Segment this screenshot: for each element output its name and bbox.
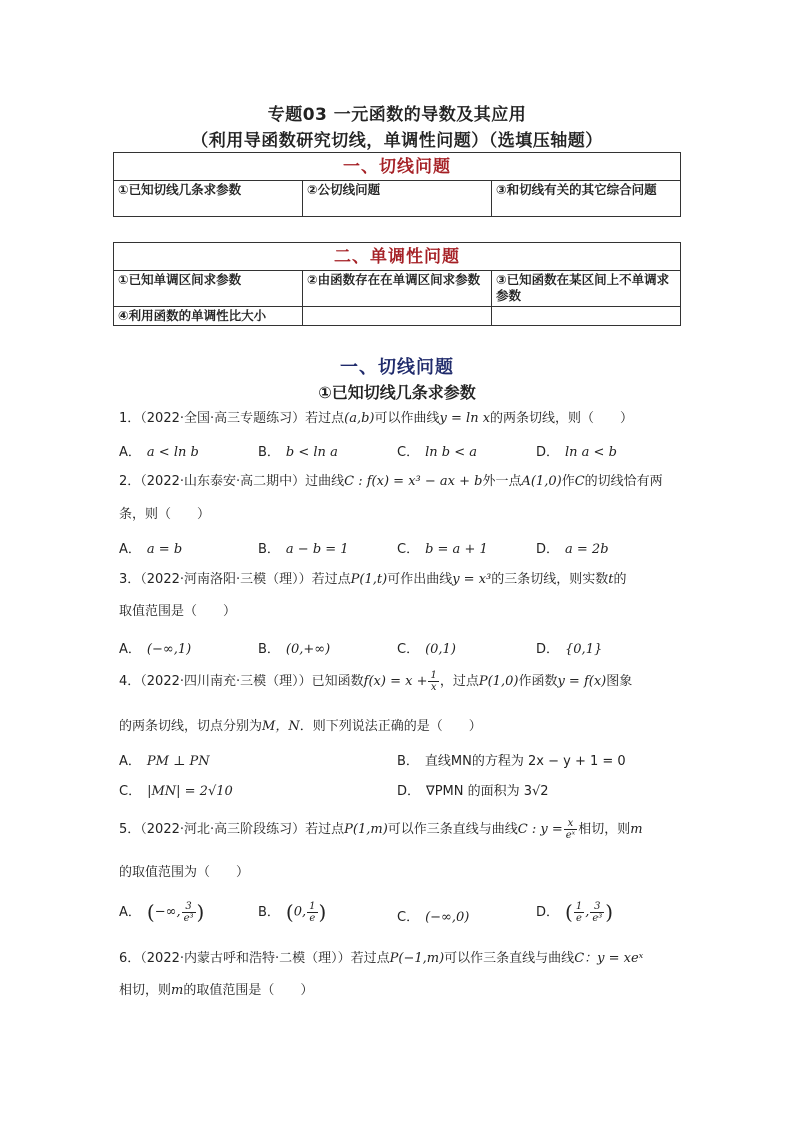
question-4-stem-cont (119, 715, 482, 734)
question-3-stem (119, 568, 627, 587)
question-6-stem (119, 947, 643, 966)
option-a[interactable] (119, 638, 191, 657)
math-expr: P(−1,m) (389, 951, 445, 966)
toc-item: ④利用函数的单调性比大小 (114, 307, 303, 326)
question-2-stem-cont: 条，则（ ） (119, 507, 211, 522)
numerator: 1 (430, 670, 437, 681)
stem-text: 相切，则 (578, 822, 631, 837)
stem-text: 的三条切线，则实数 (491, 572, 609, 587)
denominator: e³ (183, 912, 194, 924)
option-d[interactable] (397, 780, 549, 799)
option-label: D． (536, 904, 560, 920)
stem-text: 的两条切线，切点分别为 (119, 719, 263, 734)
option-b[interactable] (258, 638, 330, 657)
option-label: A． (119, 542, 141, 557)
question-source: （2022·四川南充·三模（理）） (140, 674, 312, 689)
math-expr: (a,b) (344, 411, 375, 426)
left-paren: ( (565, 900, 573, 924)
option-value: (0,+∞) (285, 642, 331, 657)
toc-heading-monotonic: 二、单调性问题 (114, 243, 681, 271)
numerator: 1 (309, 900, 316, 912)
option-label: B． (258, 642, 280, 657)
option-label: C． (397, 445, 420, 460)
question-source: （2022·河南洛阳·三模（理）） (140, 572, 312, 587)
math-expr: y = x³ (452, 572, 492, 587)
fraction (307, 901, 317, 924)
toc-item: ②公切线问题 (303, 181, 492, 217)
option-value: PM ⊥ PN (146, 754, 210, 769)
question-1-stem (119, 407, 633, 426)
option-value: ∇PMN 的面积为 3√2 (426, 784, 549, 799)
toc-item: ②由函数存在在单调区间求参数 (303, 271, 492, 307)
math-expr: C：y = xeˣ (574, 951, 644, 966)
math-expr: m (630, 822, 643, 837)
section-subheading: ①已知切线几条求参数 (318, 383, 476, 402)
stem-text: 若过点 (350, 951, 390, 966)
fraction: $\frac{1}{e}$ (575, 900, 583, 924)
stem-text: 可以作三条直线与曲线 (387, 822, 518, 837)
stem-text: 外一点 (482, 474, 522, 489)
option-label: B． (258, 542, 280, 557)
document-subtitle: （利用导函数研究切线，单调性问题）（选填压轴题） (191, 131, 603, 151)
toc-item: ①已知单调区间求参数 (114, 271, 303, 307)
option-b[interactable] (397, 750, 626, 769)
option-label: C． (397, 642, 420, 657)
question-number: 3． (119, 572, 141, 587)
option-value: {0,1} (565, 642, 603, 657)
toc-table-tangent (113, 152, 681, 217)
denominator: e (309, 912, 316, 924)
math-expr: C : y = (517, 822, 563, 837)
denominator: e³ (592, 912, 603, 924)
denominator: x (430, 682, 437, 693)
stem-text: 若过点 (311, 572, 351, 587)
math-expr: y = ln x (439, 411, 491, 426)
numerator: 3 (182, 901, 196, 913)
fraction (182, 901, 196, 924)
stem-text: 作 (561, 474, 575, 489)
denominator: eˣ (565, 830, 576, 841)
math-expr: P(1,m) (344, 822, 388, 837)
math-expr: m (171, 983, 184, 998)
stem-text: 的两条切线，则（ ） (490, 411, 634, 426)
option-a[interactable] (119, 538, 182, 557)
right-paren: ) (318, 900, 327, 924)
math-expr: M，N (262, 719, 300, 734)
fraction (590, 901, 604, 924)
toc-heading-tangent: 一、切线问题 (114, 153, 681, 181)
question-number: 4． (119, 674, 141, 689)
toc-table-monotonic (113, 242, 681, 326)
stem-text: ，过点 (439, 674, 479, 689)
option-label: A． (119, 445, 141, 460)
toc-item: ③和切线有关的其它综合问题 (492, 181, 681, 217)
option-d[interactable]: D． ( $\frac{1}{e}$ , $\frac{3}{\text{e³}}$ ) (536, 900, 614, 924)
stem-text: 已知函数 (311, 674, 364, 689)
stem-text: 过曲线 (305, 474, 345, 489)
stem-text: 相切，则 (119, 983, 172, 998)
option-d[interactable] (536, 538, 609, 557)
option-c[interactable] (397, 538, 488, 557)
stem-text: 若过点 (305, 411, 345, 426)
option-value: (−∞,1) (146, 642, 192, 657)
question-2-stem (119, 470, 663, 489)
option-a[interactable] (119, 750, 210, 769)
option-c[interactable] (119, 780, 233, 799)
option-value: |MN| = 2√10 (147, 784, 233, 799)
toc-item: ①已知切线几条求参数 (114, 181, 303, 217)
stem-text: 若过点 (305, 822, 345, 837)
option-value: a < ln b (146, 445, 199, 460)
option-value: 直线MN的方程为 2x − y + 1 = 0 (424, 754, 626, 769)
option-value: b = a + 1 (425, 542, 488, 557)
option-label: A． (119, 754, 141, 769)
question-5-stem-cont: 的取值范围为（ ） (119, 865, 250, 880)
question-source: （2022·河北·高三阶段练习） (140, 822, 306, 837)
option-a[interactable] (119, 900, 204, 924)
option-value: b < ln a (285, 445, 338, 460)
option-label: D． (536, 642, 560, 657)
stem-text: 可作出曲线 (387, 572, 453, 587)
numerator: 3 (590, 901, 604, 913)
math-expr: C (574, 474, 585, 489)
option-c[interactable] (397, 638, 456, 657)
option-label: C． (119, 784, 142, 799)
stem-text: 可以作曲线 (374, 411, 440, 426)
math-expr: P(1,t) (350, 572, 388, 587)
option-label: A． (119, 642, 141, 657)
option-label: D． (397, 784, 421, 799)
option-value: (−∞,0) (425, 910, 470, 925)
option-value: (0,1) (425, 642, 456, 657)
option-c[interactable] (397, 441, 477, 460)
option-label: C． (397, 910, 420, 925)
option-value: 0, (293, 904, 307, 920)
option-label: D． (536, 445, 560, 460)
toc-empty-cell (492, 307, 681, 326)
math-expr: A(1,0) (521, 474, 562, 489)
fraction (428, 670, 438, 693)
option-value: a = b (146, 542, 183, 557)
math-expr: y = f(x) (557, 674, 607, 689)
question-number: 2． (119, 474, 141, 489)
toc-item: ③已知函数在某区间上不单调求参数 (492, 271, 681, 307)
stem-text: 图象 (606, 674, 633, 689)
option-label: C． (397, 542, 420, 557)
math-expr: t (608, 572, 614, 587)
stem-text: 的切线恰有两 (584, 474, 663, 489)
question-number: 6． (119, 951, 141, 966)
stem-text: ．则下列说法正确的是（ ） (299, 719, 482, 734)
option-b[interactable] (258, 538, 349, 557)
stem-text: 的 (613, 572, 627, 587)
numerator: x (564, 818, 577, 830)
option-c[interactable] (397, 906, 469, 925)
question-number: 5． (119, 822, 141, 837)
stem-text: 的取值范围是（ ） (183, 983, 314, 998)
question-6-stem-cont (119, 979, 313, 998)
option-d[interactable] (536, 638, 602, 657)
option-d[interactable] (536, 441, 617, 460)
left-paren: ( (285, 900, 294, 924)
right-paren: ) (605, 900, 614, 924)
option-b[interactable] (258, 441, 338, 460)
right-paren: ) (196, 900, 205, 924)
document-title: 专题03 一元函数的导数及其应用 (267, 105, 527, 125)
option-value: −∞, (154, 904, 181, 920)
question-5-stem (119, 818, 643, 841)
option-value: ln b < a (425, 445, 477, 460)
math-expr: C : f(x) = x³ − ax + b (344, 474, 483, 489)
option-value: a = 2b (565, 542, 609, 557)
option-label: B． (397, 754, 419, 769)
fraction (564, 818, 577, 841)
option-a[interactable] (119, 441, 199, 460)
question-source: （2022·全国·高三专题练习） (140, 411, 306, 426)
question-source: （2022·山东泰安·高二期中） (140, 474, 306, 489)
option-value: ln a < b (565, 445, 617, 460)
question-4-stem (119, 670, 632, 693)
option-value: a − b = 1 (285, 542, 349, 557)
stem-text: 作函数 (518, 674, 558, 689)
left-paren: ( (146, 900, 155, 924)
toc-empty-cell (303, 307, 492, 326)
section-heading: 一、切线问题 (340, 357, 454, 378)
option-b[interactable] (258, 900, 326, 924)
option-label: B． (258, 904, 280, 920)
option-label: A． (119, 904, 141, 920)
option-label: B． (258, 445, 280, 460)
question-number: 1． (119, 411, 141, 426)
math-expr: P(1,0) (478, 674, 519, 689)
option-label: D． (536, 542, 560, 557)
stem-text: 可以作三条直线与曲线 (444, 951, 575, 966)
question-source: （2022·内蒙古呼和浩特·二模（理）） (140, 951, 351, 966)
math-expr: f(x) = x + (363, 674, 428, 689)
question-3-stem-cont: 取值范围是（ ） (119, 604, 237, 619)
